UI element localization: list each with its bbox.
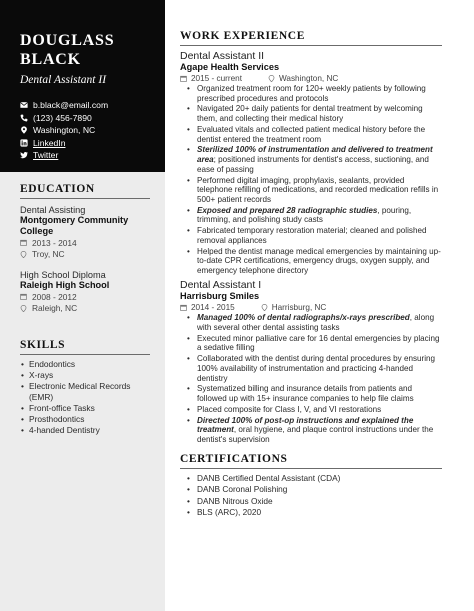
contact-list: [20, 99, 162, 162]
bullet-item: • Organized treatment room for 120+ weekly patients by following prescribed procedures and protocols: [197, 84, 442, 103]
education-section: [20, 183, 150, 314]
contact-phone[interactable]: [20, 112, 162, 124]
job-title: Dental Assistant II: [180, 50, 265, 62]
education-dates: [20, 291, 150, 303]
phone-icon: [20, 114, 28, 122]
certification-item: • BLS (ARC), 2020: [197, 507, 442, 517]
job-bullets: [180, 84, 442, 275]
bullet-item: • Sterilized 100% of instrumentation and delivered to treatment area; positioned instruments for dentist's access, suctioning, and ease of passing: [197, 145, 442, 174]
education-location-text: Raleigh, NC: [32, 303, 78, 314]
education-school: Raleigh High School: [20, 280, 110, 290]
job-entry: [180, 279, 442, 444]
main-column: [180, 30, 442, 519]
bullet-item: • Exposed and prepared 28 radiographic studies, pouring, trimming, and polishing study casts: [197, 206, 442, 225]
certifications-divider: [180, 468, 442, 469]
experience-heading: WORK EXPERIENCE: [180, 30, 305, 42]
job-bullets: [180, 313, 442, 444]
calendar-icon: [180, 75, 187, 82]
bullet-item: • Directed 100% of post-op instructions and explained the treatment, oral hygiene, and plaque control instructions under the dentist's supervision: [197, 416, 442, 445]
job-entry: [180, 50, 442, 275]
education-location: [20, 303, 150, 315]
header-block: [0, 0, 165, 172]
bullet-item: • Systematized billing and insurance details from patients and followed up with 15+ insurance companies to help file claims: [197, 384, 442, 403]
bullet-item: • Managed 100% of dental radiographs/x-rays prescribed, along with several other dental assisting tasks: [197, 313, 442, 332]
certification-item: • DANB Certified Dental Assistant (CDA): [197, 473, 442, 483]
skill-item: • Electronic Medical Records (EMR): [20, 381, 150, 403]
skills-heading: SKILLS: [20, 339, 66, 351]
twitter-link[interactable]: Twitter: [33, 150, 59, 160]
education-dates-text: 2008 - 2012: [32, 291, 77, 302]
skills-section: [20, 339, 150, 436]
skill-item: • X-rays: [20, 370, 150, 381]
location-pin-icon: [20, 126, 28, 134]
education-location: [20, 249, 150, 261]
linkedin-link[interactable]: LinkedIn: [33, 137, 66, 148]
job-dates: 2014 - 2015: [191, 303, 235, 313]
job-company: Harrisburg Smiles: [180, 291, 260, 302]
bullet-item: • Fabricated temporary restoration material; cleaned and polished removal appliances: [197, 226, 442, 245]
education-divider: [20, 198, 150, 199]
candidate-title: Dental Assistant II: [20, 74, 107, 86]
email-icon: [20, 101, 28, 109]
twitter-icon: [20, 151, 28, 159]
bullet-item: • Placed composite for Class I, V, and VI restorations: [197, 405, 442, 415]
location-pin-icon: [20, 251, 27, 258]
certification-item: • DANB Nitrous Oxide: [197, 496, 442, 506]
skills-divider: [20, 354, 150, 355]
experience-divider: [180, 45, 442, 46]
contact-linkedin[interactable]: [20, 137, 162, 149]
skill-item: • 4-handed Dentistry: [20, 425, 150, 436]
education-location-text: Troy, NC: [32, 249, 65, 260]
candidate-name: DOUGLASS BLACK: [20, 32, 115, 68]
certification-item: • DANB Coronal Polishing: [197, 484, 442, 494]
bullet-item: • Helped the dentist manage medical emergencies by maintaining up-to-date CPR certifications, emergency drugs, oxygen supply, and emergency telephone directory: [197, 247, 442, 276]
bullet-item: • Navigated 20+ daily patients for dental treatment by welcoming them, and collecting their medical history: [197, 104, 442, 123]
calendar-icon: [180, 304, 187, 311]
education-dates-text: 2013 - 2014: [32, 237, 77, 248]
bullet-item: • Collaborated with the dentist during dental procedures by ensuring 100% availability of instrumentation and practicing 4-handed dentistry: [197, 354, 442, 383]
location-text: Washington, NC: [33, 125, 96, 135]
education-degree: Dental Assisting: [20, 205, 86, 215]
certifications-heading: CERTIFICATIONS: [180, 452, 288, 465]
calendar-icon: [20, 293, 27, 300]
bullet-item: • Performed digital imaging, prophylaxis, sealants, provided telephone refilling of medications, and recorded medication refills in 500+ patient records: [197, 176, 442, 205]
education-degree: High School Diploma: [20, 270, 106, 280]
email-text: b.black@email.com: [33, 100, 109, 110]
location-pin-icon: [20, 305, 27, 312]
job-company: Agape Health Services: [180, 62, 280, 72]
job-meta: [180, 73, 442, 84]
education-heading: EDUCATION: [20, 183, 95, 195]
job-location: Harrisburg, NC: [271, 303, 327, 313]
linkedin-icon: [20, 139, 28, 147]
bullet-item: • Evaluated vitals and collected patient medical history before the dentist entered the treatment room: [197, 125, 442, 144]
contact-twitter[interactable]: [20, 149, 162, 161]
phone-text: (123) 456-7890: [33, 112, 92, 123]
location-pin-icon: [261, 304, 268, 311]
bullet-item: • Executed minor palliative care for 16 dental emergencies by placing a sedative filling: [197, 334, 442, 353]
job-dates: 2015 - current: [191, 74, 242, 83]
education-dates: [20, 237, 150, 249]
certifications-list: [180, 473, 442, 518]
location-pin-icon: [268, 75, 275, 82]
job-location: Washington, NC: [278, 74, 339, 83]
contact-location: [20, 124, 162, 136]
skill-item: • Prosthodontics: [20, 414, 150, 425]
skill-item: • Front-office Tasks: [20, 403, 150, 414]
certifications-section: [180, 453, 442, 518]
job-meta: [180, 302, 442, 313]
skills-list: [20, 359, 150, 436]
contact-email[interactable]: [20, 99, 162, 111]
education-school: Montgomery Community College: [20, 215, 129, 236]
calendar-icon: [20, 239, 27, 246]
skill-item: • Endodontics: [20, 359, 150, 370]
job-title: Dental Assistant I: [180, 279, 262, 292]
